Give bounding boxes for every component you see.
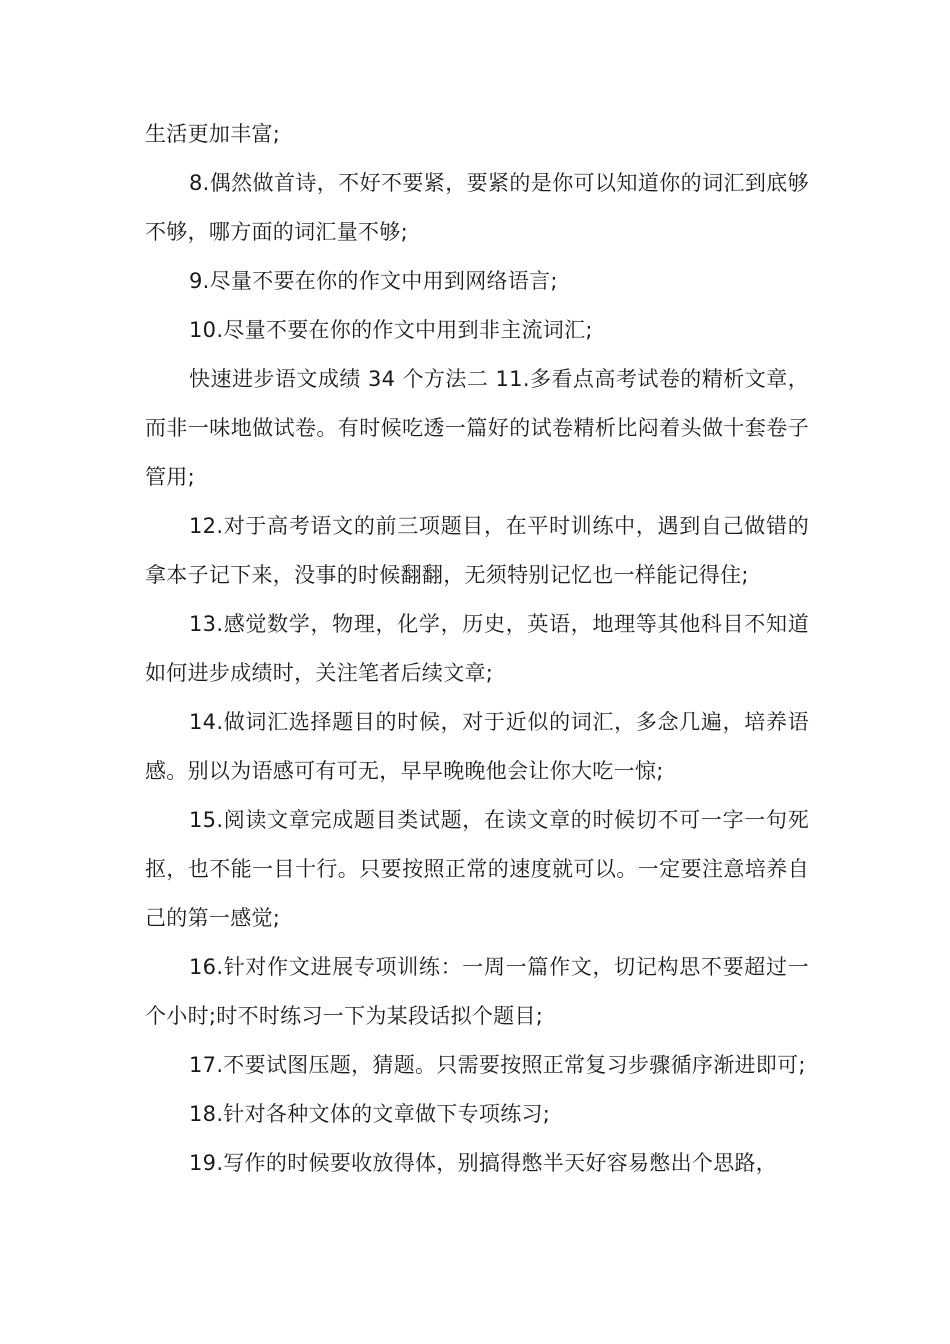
- paragraph-item-19: 19.写作的时候要收放得体，别搞得憋半天好容易憋出个思路，: [189, 1151, 778, 1175]
- paragraph-item-14: 14.做词汇选择题目的时候，对于近似的词汇，多念几遍，培养语感。别以为语感可有可无，早早晚晚他会让你大吃一惊;: [145, 710, 809, 783]
- paragraph-item-9: 9.尽量不要在你的作文中用到网络语言;: [189, 269, 558, 293]
- paragraph-item-16: 16.针对作文进展专项训练：一周一篇作文，切记构思不要超过一个小时;时不时练习一下为某段话拟个题目;: [145, 955, 809, 1028]
- paragraph-item-17: 17.不要试图压题，猜题。只需要按照正常复习步骤循序渐进即可;: [189, 1053, 806, 1077]
- paragraph-item-18: 18.针对各种文体的文章做下专项练习;: [189, 1102, 551, 1126]
- paragraph-item-12: 12.对于高考语文的前三项题目，在平时训练中，遇到自己做错的拿本子记下来，没事的时候翻翻，无须特别记忆也一样能记得住;: [145, 514, 809, 587]
- paragraph-item-15: 15.阅读文章完成题目类试题，在读文章的时候切不可一字一句死抠，也不能一目十行。只要按照正常的速度就可以。一定要注意培养自己的第一感觉;: [145, 808, 809, 930]
- paragraph-continuation: 生活更加丰富;: [145, 122, 281, 146]
- document-body: [145, 110, 809, 1188]
- paragraph-item-8: 8.偶然做首诗，不好不要紧，要紧的是你可以知道你的词汇到底够不够，哪方面的词汇量不够;: [145, 171, 809, 244]
- paragraph-item-11: 快速进步语文成绩 34 个方法二 11.多看点高考试卷的精析文章，而非一味地做试卷。有时候吃透一篇好的试卷精析比闷着头做十套卷子管用;: [145, 367, 809, 489]
- paragraph-item-10: 10.尽量不要在你的作文中用到非主流词汇;: [189, 318, 593, 342]
- paragraph-item-13: 13.感觉数学，物理，化学，历史，英语，地理等其他科目不知道如何进步成绩时，关注笔者后续文章;: [145, 612, 809, 685]
